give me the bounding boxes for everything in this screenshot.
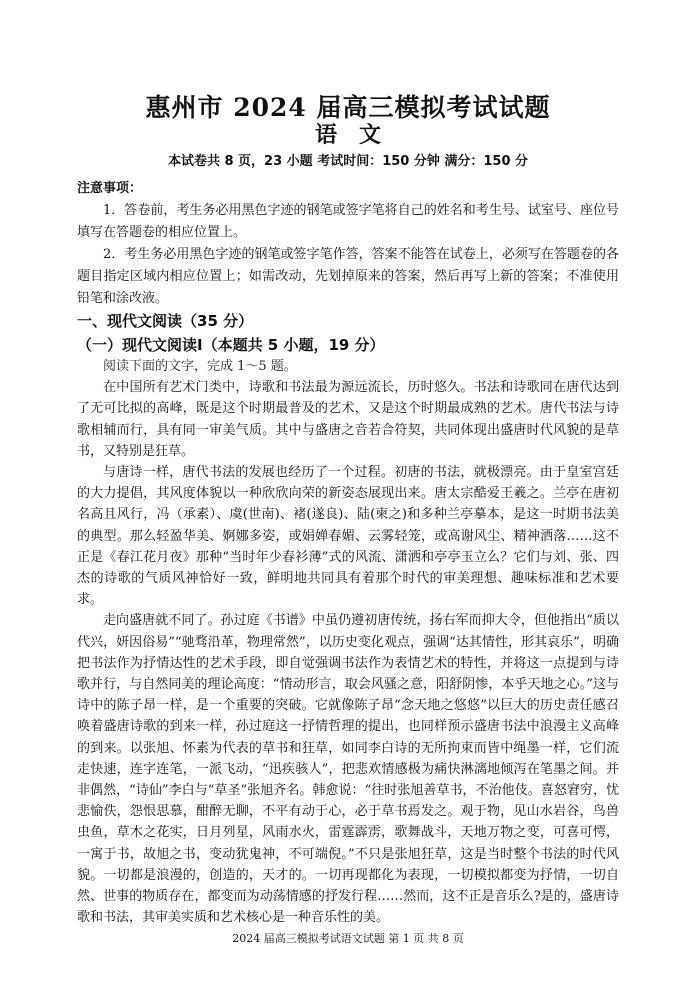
notes-section (77, 178, 619, 310)
page-title: 惠州市 2024 届高三模拟考试试题 (145, 93, 551, 122)
passage-paragraph: 与唐诗一样，唐代书法的发展也经历了一个过程。初唐的书法，就极漂亮。由于皇室宫廷的大力提倡，其风度体貌以一种欣欣向荣的新姿态展现出来。唐太宗酷爱王羲之。兰亭在唐初名高且风行，冯（承素）、虞(世南)、褚(遂良)、陆(柬之)和多种兰亭摹本，是这一时期书法美的典型。那么轻盈华美、婀娜多姿，或娟婵春媚、云雾轻笼，或高谢风尘、精神洒落……这不正是《春江花月夜》那种“当时年少春衫薄”式的风流、潇洒和亭亭玉立么？它们与刘、张、四杰的诗歌的气质风神恰好一致，鲜明地共同具有着那个时代的审美理想、趣味标准和艺术要求。 (77, 465, 619, 608)
section-subheading: （一）现代文阅读Ⅰ（本题共 5 小题，19 分） (77, 336, 385, 354)
exam-info: 本试卷共 8 页，23 小题 考试时间：150 分钟 满分：150 分 (167, 154, 529, 169)
notes-title: 注意事项： (77, 181, 143, 196)
subject-title: 语文 (314, 122, 403, 148)
reading-instruction: 阅读下面的文字，完成 1～5 题。 (103, 359, 297, 374)
reading-passage (77, 356, 619, 928)
note-item: 1．答卷前，考生务必用黑色字迹的钢笔或签字笔将自己的姓名和考生号、试室号、座位号填写在答题卷的相应位置上。 (77, 203, 619, 240)
section-heading: 一、现代文阅读（35 分） (77, 312, 254, 330)
passage-paragraph: 走向盛唐就不同了。孙过庭《书谱》中虽仍遵初唐传统，扬右军而抑大令，但他指出“质以代兴，妍因俗易”“驰骛沿革，物理常然”，以历史变化观点，强调“达其情性，形其哀乐”，明确把书法作为抒情达性的艺术手段，即自觉强调书法作为表情艺术的特性，并将这一点提到与诗歌并行，与自然同美的理论高度：“情动形言，取会风骚之意，阳舒阴惨，本乎天地之心。”这与诗中的陈子昂一样，是一个重要的突破。它就像陈子昂“念天地之悠悠”以巨大的历史责任感召唤着盛唐诗歌的到来一样，孙过庭这一抒情哲理的提出，也同样预示盛唐书法中浪漫主义高峰的到来。以张旭、怀素为代表的草书和狂草，如同李白诗的无所拘束而皆中绳墨一样，它们流走快速，连字连笔，一派飞动，“迅疾骇人”，把悲欢情感极为痛快淋漓地倾泻在笔墨之间。并非偶然，“诗仙”李白与“草圣”张旭齐名。韩愈说：“往时张旭善草书，不治他伎。喜怒窘穷，忧悲愉佚，怨恨思慕，酣醉无聊，不平有动于心，必于草书焉发之。观于物，见山水岩谷，鸟兽虫鱼，草木之花实，日月列星，风雨水火，雷霆霹雳，歌舞战斗，天地万物之变，可喜可愕，一寓于书，故旭之书，变动犹鬼神，不可端倪。”不只是张旭狂草，这是当时整个书法的时代风貌。一切都是浪漫的，创造的，天才的。一切再现都化为表现，一切模拟都变为抒情，一切自然、世事的物质存在，都变而为动荡情感的抒发行程……然而，这不正是音乐么?是的，盛唐诗歌和书法，其审美实质和艺术核心是一种音乐性的美。 (77, 613, 619, 926)
page-footer: 2024 届高三模拟考试语文试题 第 1 页 共 8 页 (232, 932, 464, 945)
passage-paragraph: 在中国所有艺术门类中，诗歌和书法最为源远流长，历时悠久。书法和诗歌同在唐代达到了无可比拟的高峰，既是这个时期最普及的艺术，又是这个时期最成熟的艺术。唐代书法与诗歌相辅而行，具有同一审美气质。其中与盛唐之音若合符契，共同体现出盛唐时代风貌的是草书，又特别是狂草。 (77, 380, 619, 459)
note-item: 2．考生务必用黑色字迹的钢笔或签字笔作答，答案不能答在试卷上，必须写在答题卷的各题目指定区域内相应位置上；如需改动，先划掉原来的答案，然后再写上新的答案；不准使用铅笔和涂改液。 (77, 247, 619, 306)
